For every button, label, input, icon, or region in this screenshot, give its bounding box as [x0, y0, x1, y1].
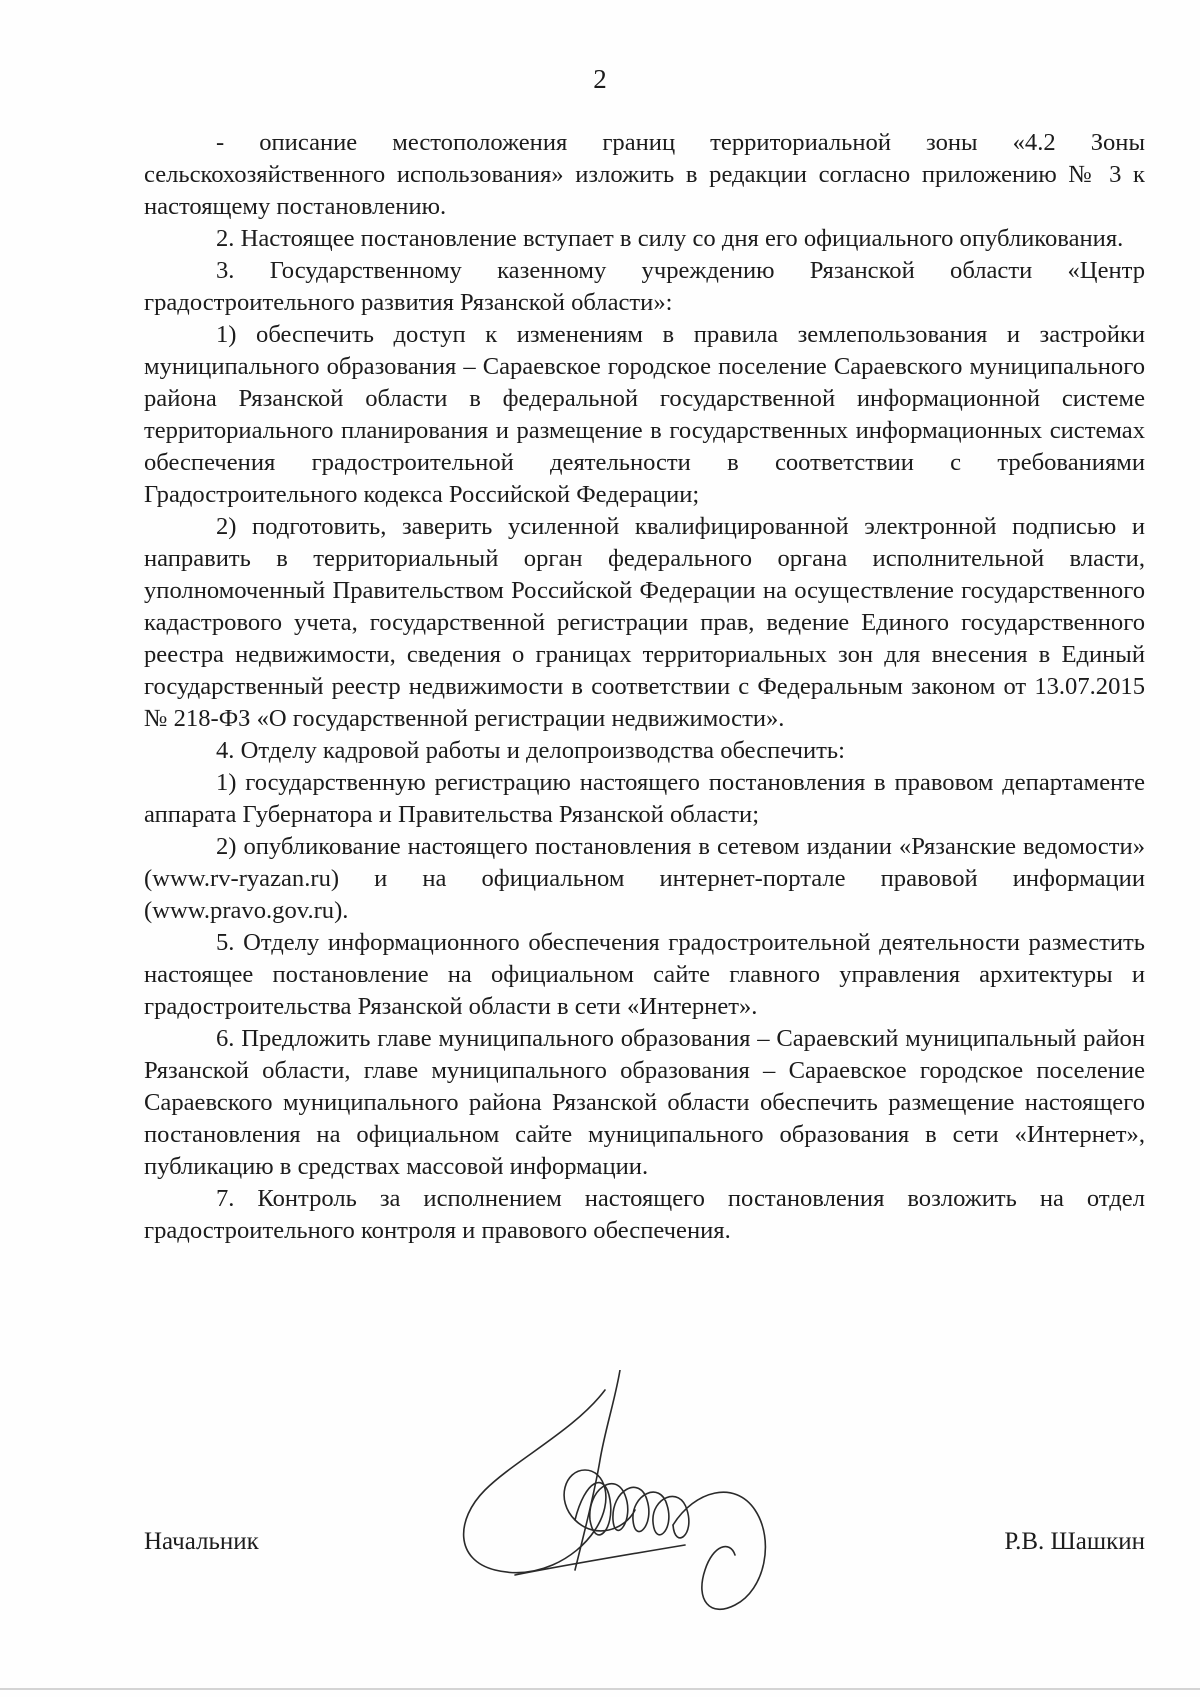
paragraph-item-3: 3. Государственному казенному учреждению Рязанской области «Центр градостроительного развития Рязанской области»: — [144, 257, 1145, 316]
paragraph-item-3-1: 1) обеспечить доступ к изменениям в правила землепользования и застройки муниципального образования – Сараевское городское поселение Сараевского муниципального района Рязанской области в федеральной государственной информационной системе территориального планирования и размещение в государственных информационных системах обеспечения градостроительной деятельности в соответствии с требованиями Градостроительного кодекса Российской Федерации; — [144, 321, 1145, 508]
document-body — [144, 127, 1145, 1247]
handwritten-signature — [455, 1370, 775, 1620]
scan-edge-line — [0, 1688, 1200, 1690]
paragraph-zone-description: - описание местоположения границ территориальной зоны «4.2 Зоны сельскохозяйственного использования» изложить в редакции согласно приложению № 3 к настоящему постановлению. — [144, 129, 1145, 220]
paragraph-item-2: 2. Настоящее постановление вступает в силу со дня его официального опубликования. — [216, 225, 1124, 252]
paragraph-item-4-1: 1) государственную регистрацию настоящего постановления в правовом департаменте аппарата Губернатора и Правительства Рязанской области; — [144, 769, 1145, 828]
signatory-title: Начальник — [144, 1528, 259, 1555]
paragraph-item-3-2: 2) подготовить, заверить усиленной квалифицированной электронной подписью и направить в территориальный орган федерального органа исполнительной власти, уполномоченный Правительством Российской Федерации на осуществление государственного кадастрового учета, государственной регистрации прав, ведение Единого государственного реестра недвижимости, сведения о границах территориальных зон для внесения в Единый государственный реестр недвижимости в соответствии с Федеральным законом от 13.07.2015 № 218-ФЗ «О государственной регистрации недвижимости». — [144, 513, 1145, 732]
paragraph-item-4: 4. Отделу кадровой работы и делопроизводства обеспечить: — [216, 737, 845, 764]
paragraph-item-5: 5. Отделу информационного обеспечения градостроительной деятельности разместить настоящее постановление на официальном сайте главного управления архитектуры и градостроительства Рязанской области в сети «Интернет». — [144, 929, 1145, 1020]
paragraph-item-7: 7. Контроль за исполнением настоящего постановления возложить на отдел градостроительного контроля и правового обеспечения. — [144, 1185, 1145, 1244]
signature-block — [144, 1522, 1145, 1562]
signatory-name: Р.В. Шашкин — [1004, 1528, 1145, 1555]
paragraph-item-4-2: 2) опубликование настоящего постановления в сетевом издании «Рязанские ведомости» (www.rv-ryazan.ru) и на официальном интернет-портале правовой информации (www.pravo.gov.ru). — [144, 833, 1145, 924]
page-number: 2 — [593, 64, 607, 94]
paragraph-item-6: 6. Предложить главе муниципального образования – Сараевский муниципальный район Рязанской области, главе муниципального образования – Сараевское городское поселение Сараевского муниципального района Рязанской области обеспечить размещение настоящего постановления на официальном сайте муниципального образования в сети «Интернет», публикацию в средствах массовой информации. — [144, 1025, 1145, 1180]
